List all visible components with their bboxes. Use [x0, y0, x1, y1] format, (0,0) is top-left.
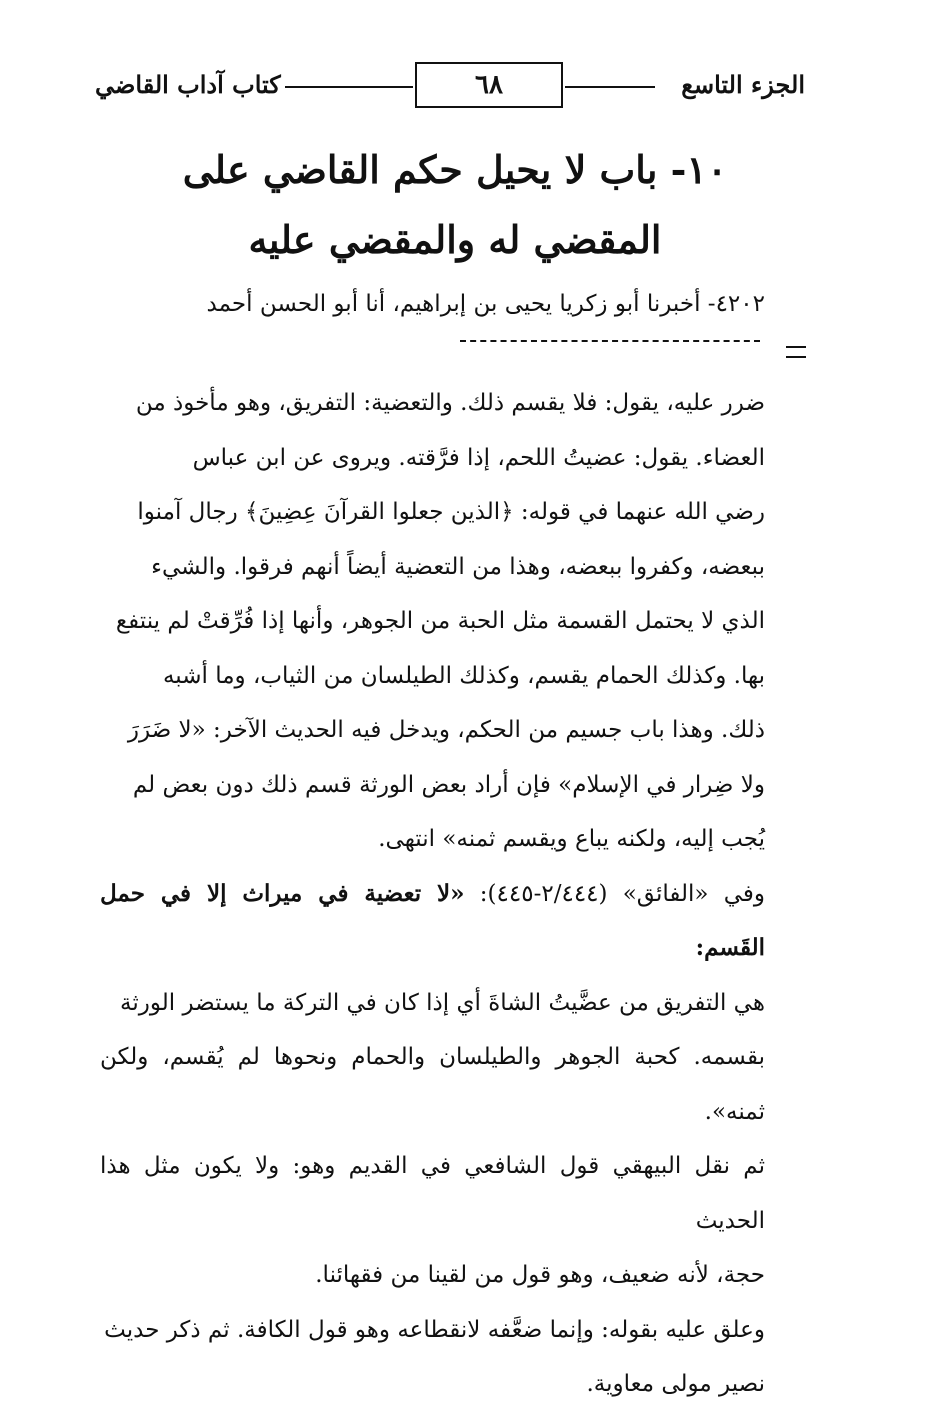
commentary-line: رضي الله عنهما في قوله: ﴿الذين جعلوا القرآنَ عِضِينَ﴾ رجال آمنوا — [137, 499, 765, 525]
commentary-line: العضاء. يقول: عضيتُ اللحم، إذا فرَّقته. ويروى عن ابن عباس — [192, 444, 765, 471]
faiq-citation: وفي «الفائق» (٢/٤٤٤-٤٤٥): — [464, 880, 766, 907]
hadith-line: ٤٢٠٢- أخبرنا أبو زكريا يحيى بن إبراهيم، أنا أبو الحسن أحمد — [206, 291, 765, 317]
commentary-line: ثم نقل البيهقي قول الشافعي في القديم وهو: ولا يكون مثل هذا الحديث — [100, 1153, 765, 1234]
volume-label: الجزء التاسع — [681, 70, 805, 99]
commentary-line: ضرر عليه، يقول: فلا يقسم ذلك. والتعضية: التفريق، وهو مأخوذ من — [135, 390, 765, 416]
commentary-line: وعلق عليه بقوله: وإنما ضعَّفه لانقطاعه وهو قول الكافة. ثم ذكر حديث — [104, 1316, 765, 1343]
commentary-line: الذي لا يحتمل القسمة مثل الحبة من الجوهر، وأنها إذا فُرِّقتْ لم ينتفع — [115, 608, 765, 634]
running-header — [95, 62, 805, 112]
chapter-heading — [100, 140, 810, 270]
faiq-quote-bold: «لا تعضية في ميراث إلا في حمل القَسم: — [100, 879, 765, 961]
header-rule-right — [565, 86, 655, 88]
commentary-line: بقسمه. كحبة الجوهر والطيلسان والحمام ونحوها لم يُقسم، ولكن ثمنه». — [100, 1044, 765, 1125]
book-title-label: كتاب آداب القاضي — [95, 70, 281, 99]
chapter-heading-line-1: ١٠- باب لا يحيل حكم القاضي على — [182, 147, 728, 192]
footnote-separator-dashed — [460, 340, 760, 342]
commentary — [100, 376, 765, 1412]
continuation-mark — [786, 346, 806, 358]
commentary-line: هي التفريق من عضَّيتُ الشاةَ أي إذا كان في التركة ما يستضر الورثة — [120, 989, 765, 1016]
commentary-line: ولا ضِرار في الإسلام» فإن أراد بعض الورثة قسم ذلك دون بعض لم — [132, 771, 765, 798]
commentary-line — [100, 867, 765, 976]
commentary-line: يُجب إليه، ولكنه يباع ويقسم ثمنه» انتهى. — [378, 826, 765, 852]
commentary-line: حجة، لأنه ضعيف، وهو قول من لقينا من فقهائنا. — [315, 1262, 765, 1288]
page-number-box: ٦٨ — [415, 62, 563, 108]
commentary-line: ببعضه، وكفروا ببعضه، وهذا من التعضية أيضاً أنهم فرقوا. والشيء — [151, 553, 765, 580]
commentary-line: ذلك. وهذا باب جسيم من الحكم، ويدخل فيه الحديث الآخر: «لا ضَرَرَ — [127, 717, 765, 743]
chapter-heading-line-2: المقضي له والمقضي عليه — [248, 217, 662, 262]
commentary-line: بها. وكذلك الحمام يقسم، وكذلك الطيلسان من الثياب، وما أشبه — [162, 662, 765, 689]
header-rule-left — [285, 86, 413, 88]
commentary-line: نصير مولى معاوية. — [586, 1371, 765, 1397]
